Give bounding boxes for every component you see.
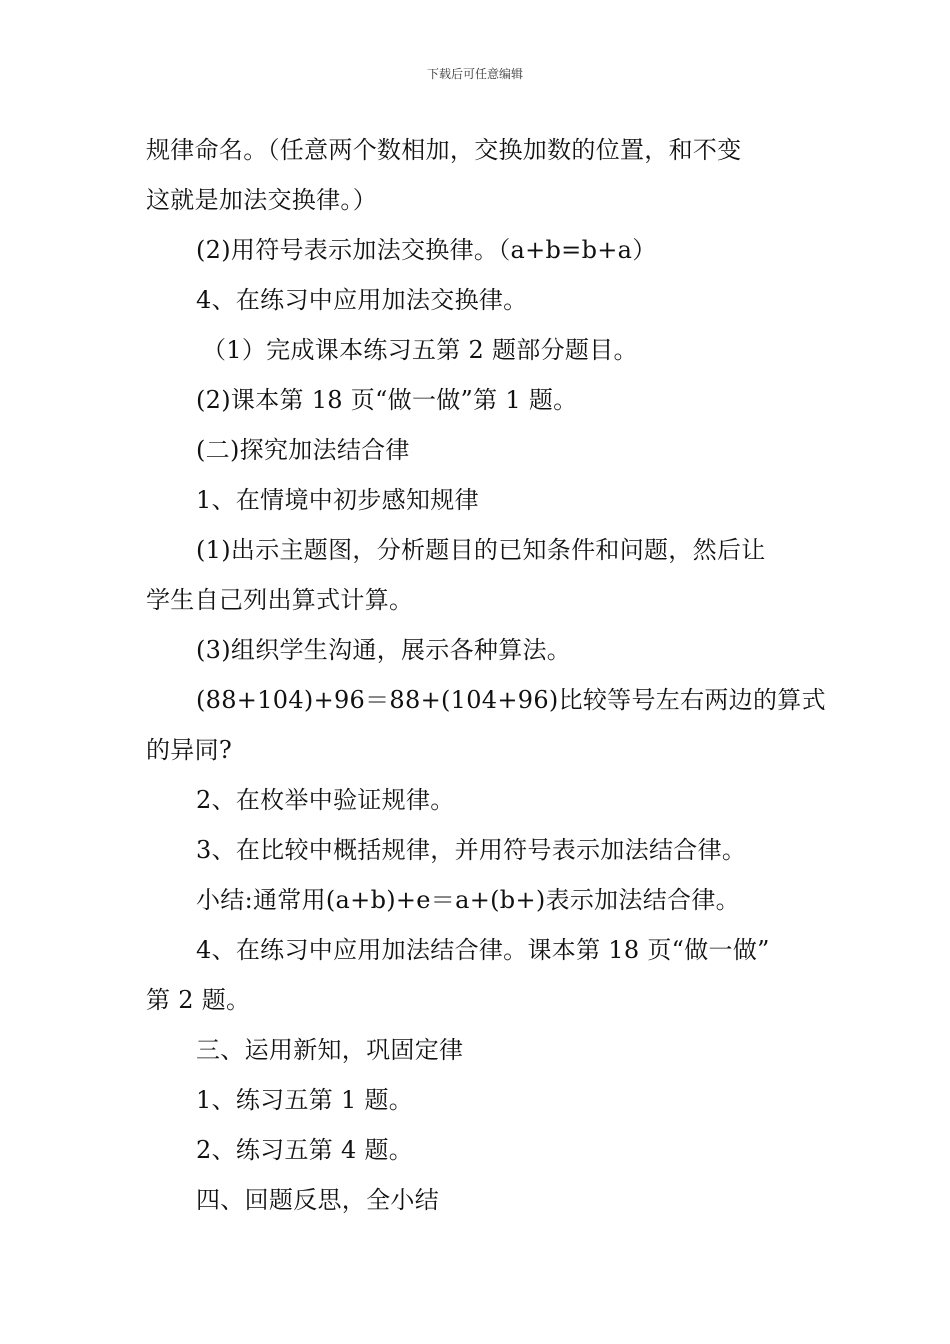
- section-heading: 三、运用新知，巩固定律: [196, 1036, 464, 1064]
- paragraph-line: （1）完成课本练习五第 2 题部分题目。: [202, 336, 638, 364]
- paragraph-line: 小结:通常用(a+b)+e＝a+(b+)表示加法结合律。: [196, 886, 740, 914]
- document-body: [146, 125, 826, 1225]
- paragraph-line: 规律命名。（任意两个数相加，交换加数的位置，和不变: [146, 136, 742, 164]
- paragraph-line: 第 2 题。: [146, 986, 251, 1014]
- paragraph-line: (2)用符号表示加法交换律。（a+b=b+a）: [196, 236, 657, 264]
- paragraph-line: 2、练习五第 4 题。: [196, 1136, 414, 1164]
- paragraph-line: 1、练习五第 1 题。: [196, 1086, 414, 1114]
- section-heading: 四、回题反思，全小结: [196, 1186, 439, 1214]
- paragraph-line: 学生自己列出算式计算。: [146, 586, 414, 614]
- paragraph-line: 2、在枚举中验证规律。: [196, 786, 455, 814]
- paragraph-line: 4、在练习中应用加法交换律。: [196, 286, 528, 314]
- page-header-note: 下载后可任意编辑: [426, 67, 523, 81]
- paragraph-line: 3、在比较中概括规律，并用符号表示加法结合律。: [196, 836, 747, 864]
- paragraph-line: (3)组织学生沟通，展示各种算法。: [196, 636, 572, 664]
- paragraph-line: (2)课本第 18 页“做一做”第 1 题。: [196, 386, 578, 414]
- paragraph-line: (88+104)+96＝88+(104+96)比较等号左右两边的算式: [196, 686, 826, 714]
- section-heading: (二)探究加法结合律: [196, 436, 410, 464]
- paragraph-line: 这就是加法交换律。）: [146, 186, 377, 214]
- paragraph-line: 的异同?: [146, 736, 233, 764]
- paragraph-line: 4、在练习中应用加法结合律。课本第 18 页“做一做”: [196, 936, 770, 964]
- paragraph-line: (1)出示主题图，分析题目的已知条件和问题，然后让: [196, 536, 766, 564]
- paragraph-line: 1、在情境中初步感知规律: [196, 486, 479, 514]
